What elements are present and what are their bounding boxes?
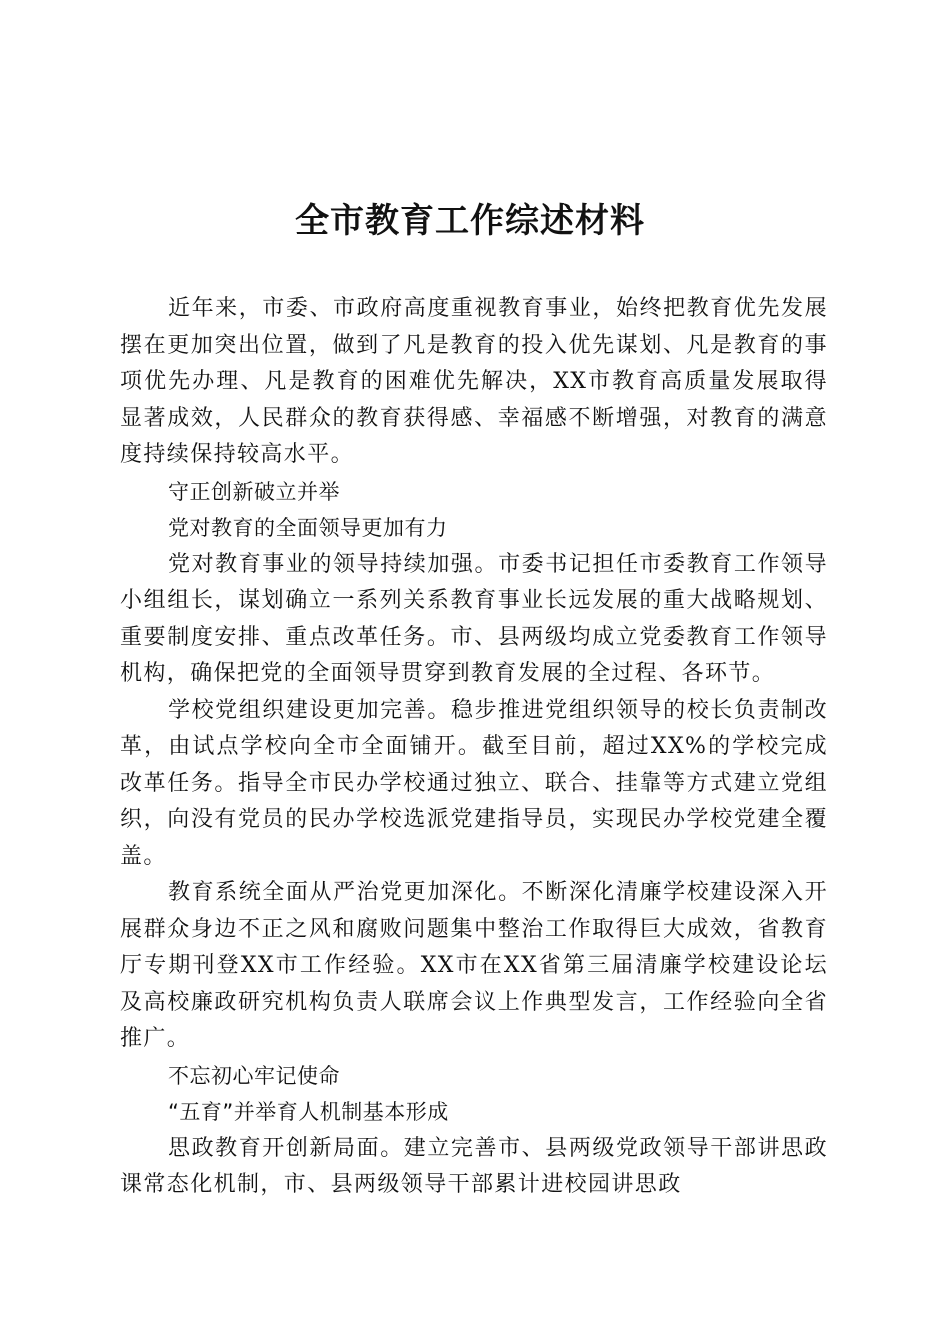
section-subheading: 党对教育的全面领导更加有力: [168, 516, 448, 540]
section-heading: 守正创新破立并举: [168, 479, 340, 504]
section-subheading: “五育”并举育人机制基本形成: [168, 1100, 449, 1124]
body-paragraph: 思政教育开创新局面。建立完善市、县两级党政领导干部讲思政课常态化机制，市、县两级领导干部累计进校园讲思政: [120, 1135, 828, 1197]
body-paragraph: 学校党组织建设更加完善。稳步推进党组织领导的校长负责制改革，由试点学校向全市全面铺开。截至目前，超过XX%的学校完成改革任务。指导全市民办学校通过独立、联合、挂靠等方式建立党组织，向没有党员的民办学校选派党建指导员，实现民办学校党建全覆盖。: [120, 697, 828, 869]
document-title: 全市教育工作综述材料: [295, 201, 645, 241]
body-paragraph: 教育系统全面从严治党更加深化。不断深化清廉学校建设深入开展群众身边不正之风和腐败问题集中整治工作取得巨大成效，省教育厅专期刊登XX市工作经验。XX市在XX省第三届清廉学校建设论坛及高校廉政研究机构负责人联席会议上作典型发言，工作经验向全省推广。: [120, 880, 828, 1051]
section-heading: 不忘初心牢记使命: [168, 1063, 340, 1088]
intro-paragraph: 近年来，市委、市政府高度重视教育事业，始终把教育优先发展摆在更加突出位置，做到了凡是教育的投入优先谋划、凡是教育的事项优先办理、凡是教育的困难优先解决，XX市教育高质量发展取得显著成效，人民群众的教育获得感、幸福感不断增强，对教育的满意度持续保持较高水平。: [120, 296, 828, 467]
document-body: [120, 291, 828, 1204]
body-paragraph: 党对教育事业的领导持续加强。市委书记担任市委教育工作领导小组组长，谋划确立一系列关系教育事业长远发展的重大战略规划、重要制度安排、重点改革任务。市、县两级均成立党委教育工作领导机构，确保把党的全面领导贯穿到教育发展的全过程、各环节。: [120, 551, 828, 686]
